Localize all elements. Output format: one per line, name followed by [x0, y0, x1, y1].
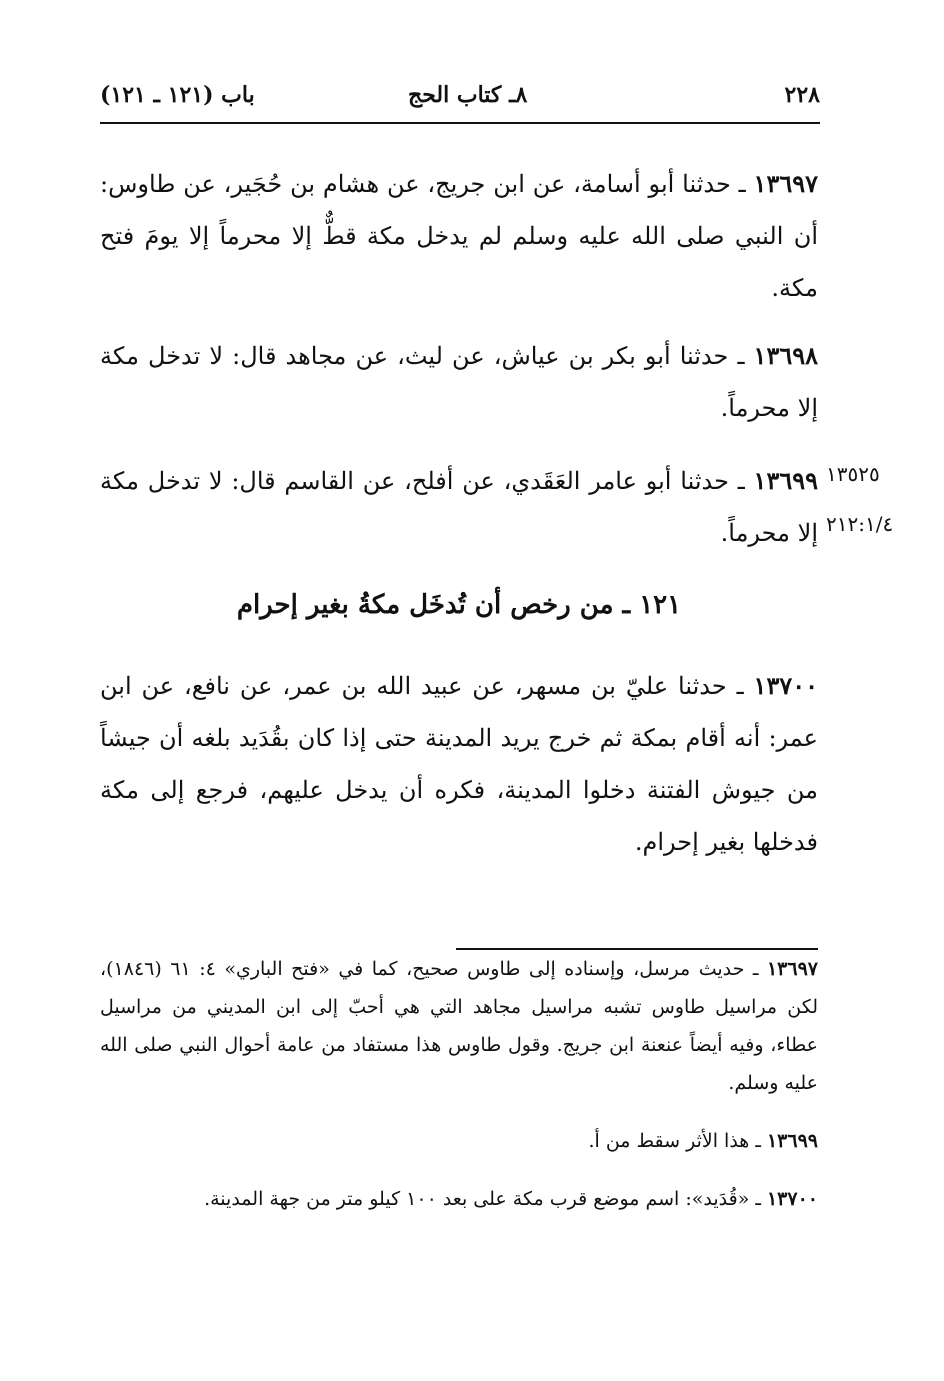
- footnote-13699: [100, 1122, 818, 1160]
- footnote-text: ـ حديث مرسل، وإسناده إلى طاوس صحيح، كما في «فتح الباري» ٤: ٦١ (١٨٤٦)، لكن مراسيل طاوس تشبه مراسيل مجاهد التي هي أحبّ إلى ابن المديني من مراسيل عطاء، وفيه أيضاً عنعنة ابن جريج. وقول طاوس هذا مستفاد من عامة أحوال النبي صلى الله عليه وسلم.: [100, 958, 818, 1094]
- book-title: ٨ـ كتاب الحج: [408, 82, 528, 108]
- hadith-text: ـ حدثنا أبو عامر العَقَدي، عن أفلح، عن القاسم قال: لا تدخل مكة إلا محرماً.: [100, 467, 818, 547]
- footnote-number: ١٣٦٩٩: [766, 1130, 818, 1152]
- footnote-13697: [100, 950, 818, 1102]
- page-number: ٢٢٨: [784, 82, 820, 108]
- hadith-13700: [100, 660, 818, 868]
- hadith-number: ١٣٦٩٨: [753, 341, 818, 370]
- footnote-number: ١٣٧٠٠: [766, 1188, 818, 1210]
- margin-reference-number: ١٣٥٢٥: [826, 462, 880, 486]
- hadith-text: ـ حدثنا أبو أسامة، عن ابن جريج، عن هشام بن حُجَير، عن طاوس: أن النبي صلى الله عليه وسلم لم يدخل مكة قطٌّ إلا محرماً إلا يومَ فتح مكة.: [100, 170, 818, 302]
- margin-reference-volume: ٢١٢:١/٤: [826, 512, 894, 536]
- chapter-reference: باب (١٢١ ـ ١٢١): [100, 82, 255, 108]
- footnote-text: ـ «قُدَيد»: اسم موضع قرب مكة على بعد ١٠٠ كيلو متر من جهة المدينة.: [204, 1188, 767, 1210]
- hadith-number: ١٣٦٩٩: [753, 466, 818, 495]
- hadith-13697: [100, 158, 818, 314]
- hadith-number: ١٣٦٩٧: [753, 169, 818, 198]
- hadith-number: ١٣٧٠٠: [753, 671, 818, 700]
- hadith-13698: [100, 330, 818, 434]
- footnote-text: ـ هذا الأثر سقط من أ.: [588, 1130, 767, 1152]
- hadith-text: ـ حدثنا أبو بكر بن عياش، عن ليث، عن مجاهد قال: لا تدخل مكة إلا محرماً.: [100, 342, 818, 422]
- hadith-13699: [100, 455, 818, 559]
- footnote-number: ١٣٦٩٧: [766, 958, 818, 980]
- footnote-13700: [100, 1180, 818, 1218]
- chapter-heading: ١٢١ ـ من رخص أن تُدخَل مكةُ بغير إحرام: [236, 590, 682, 620]
- running-header: [100, 78, 820, 124]
- hadith-text: ـ حدثنا عليّ بن مسهر، عن عبيد الله بن عمر، عن نافع، عن ابن عمر: أنه أقام بمكة ثم خرج يريد المدينة حتى إذا كان بقُدَيد بلغه أن جيشاً من جيوش الفتنة دخلوا المدينة، فكره أن يدخل عليهم، فرجع إلى مكة فدخلها بغير إحرام.: [100, 672, 818, 856]
